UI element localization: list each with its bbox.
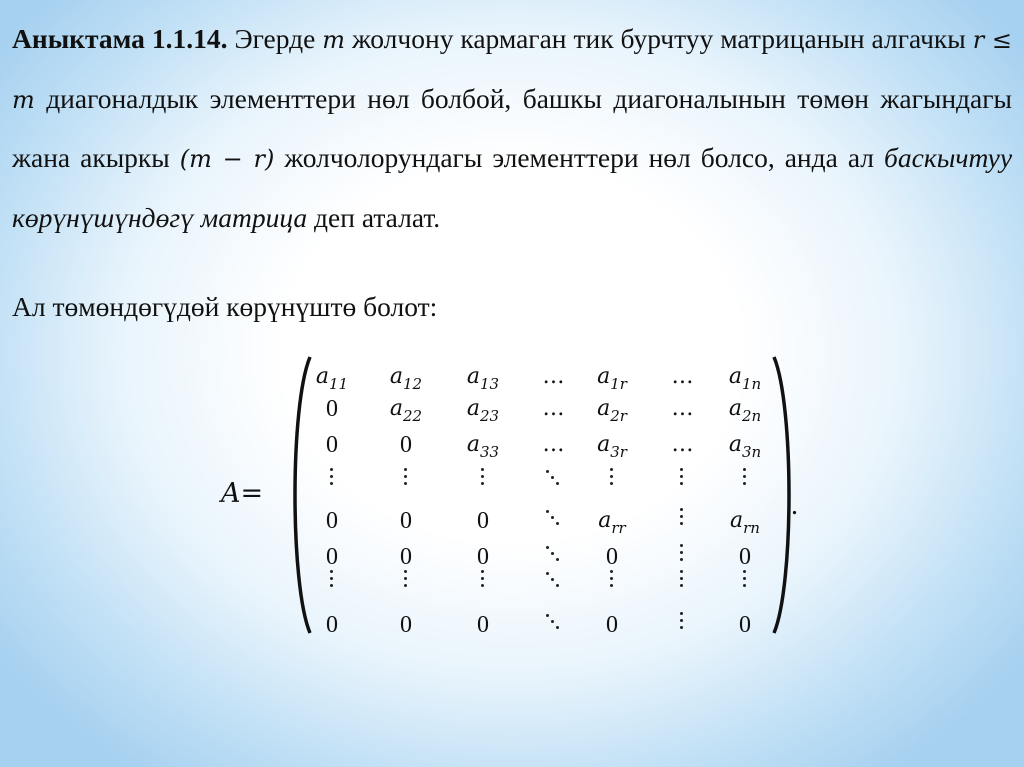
- definition-heading: Аныктама 1.1.14.: [12, 23, 228, 54]
- matrix-cell: …: [671, 364, 693, 389]
- matrix-cell: [609, 466, 615, 497]
- matrix-cell: [742, 568, 748, 599]
- vertical-ellipsis-icon: [609, 466, 615, 488]
- diagonal-ellipsis-icon: [545, 507, 561, 527]
- matrix-name: A: [221, 478, 241, 509]
- matrix-cell: [329, 466, 335, 497]
- math-m: m: [322, 26, 346, 54]
- diagonal-ellipsis-icon: [545, 611, 561, 631]
- matrix-cell: 0: [326, 612, 338, 638]
- matrix-cell: [403, 466, 409, 497]
- matrix-cell: [545, 466, 561, 496]
- vertical-ellipsis-icon: [679, 466, 685, 488]
- diagonal-ellipsis-icon: [545, 543, 561, 563]
- matrix-cell: 0: [400, 432, 412, 458]
- matrix-cell: [742, 466, 748, 497]
- matrix-cell: $a_{22}$: [389, 396, 423, 425]
- equals-sign: =: [240, 478, 264, 509]
- vertical-ellipsis-icon: [679, 610, 685, 632]
- matrix-cell: 0: [326, 508, 338, 534]
- matrix-cell: [545, 568, 561, 598]
- matrix-cell: 0: [739, 612, 751, 638]
- vertical-ellipsis-icon: [480, 568, 486, 590]
- equation-period: .: [791, 490, 798, 521]
- matrix-cell: $a_{rr}$: [598, 508, 626, 537]
- matrix-cell: [403, 568, 409, 599]
- vertical-ellipsis-icon: [329, 568, 335, 590]
- definition-text-4: жолчолорундагы элементтери нөл болсо, анда ал: [284, 142, 875, 173]
- matrix-cell: $a_{3n}$: [728, 432, 762, 461]
- matrix-cell: 0: [400, 612, 412, 638]
- matrix-cell: 0: [477, 612, 489, 638]
- matrix-cell: $a_{12}$: [389, 364, 423, 393]
- matrix-cell: [609, 568, 615, 599]
- vertical-ellipsis-icon: [403, 466, 409, 488]
- matrix-cell: 0: [606, 544, 618, 570]
- diagonal-ellipsis-icon: [545, 467, 561, 487]
- matrix-cell: $a_{33}$: [466, 432, 500, 461]
- matrix-cell: $a_{3r}$: [597, 432, 627, 461]
- matrix-cell: 0: [477, 508, 489, 534]
- math-inequality: r ≤ m: [12, 26, 1012, 114]
- matrix-cell: [679, 568, 685, 599]
- definition-text-3: диагоналдык элементтери нөл болбой, башкы диагоналынын төмөн жагындагы жана акыркы: [12, 82, 1012, 173]
- matrix-lhs: [221, 478, 263, 509]
- math-difference: (m − r): [179, 145, 275, 173]
- matrix-cell: $a_{13}$: [466, 364, 500, 393]
- matrix-cell: 0: [477, 544, 489, 570]
- vertical-ellipsis-icon: [679, 568, 685, 590]
- diagonal-ellipsis-icon: [545, 569, 561, 589]
- vertical-ellipsis-icon: [329, 466, 335, 488]
- definition-text-2: жолчону кармаган тик бурчтуу матрицанын алгачкы: [351, 23, 966, 54]
- definition-text-1: Эгерде: [234, 23, 316, 54]
- intro-text: Ал төмөндөгүдөй көрүнүштө болот:: [12, 291, 438, 322]
- matrix-cell: [545, 610, 561, 640]
- vertical-ellipsis-icon: [609, 568, 615, 590]
- matrix-cell: [480, 466, 486, 497]
- vertical-ellipsis-icon: [403, 568, 409, 590]
- matrix-cell: 0: [739, 544, 751, 570]
- vertical-ellipsis-icon: [742, 466, 748, 488]
- matrix-cell: $a_{2r}$: [597, 396, 627, 425]
- matrix-cell: 0: [326, 432, 338, 458]
- matrix-cell: $a_{23}$: [466, 396, 500, 425]
- matrix-cell: [545, 506, 561, 536]
- matrix-cell: [679, 466, 685, 497]
- matrix-cell: [329, 568, 335, 599]
- matrix-cell: 0: [400, 544, 412, 570]
- matrix-cell: $a_{1r}$: [597, 364, 627, 393]
- matrix-cell: 0: [400, 508, 412, 534]
- defined-term: баскычтуу көрүнүшүндөгү матрица: [12, 142, 1013, 233]
- matrix-cell: …: [671, 432, 693, 457]
- matrix-cell: 0: [326, 396, 338, 422]
- vertical-ellipsis-icon: [742, 568, 748, 590]
- matrix-cell: $a_{1n}$: [728, 364, 762, 393]
- definition-text-5: деп аталат.: [314, 201, 441, 233]
- vertical-ellipsis-icon: [679, 542, 685, 564]
- matrix-cell: $a_{2n}$: [728, 396, 762, 425]
- matrix-cell: $a_{11}$: [315, 364, 349, 393]
- matrix-cell: …: [542, 396, 564, 421]
- vertical-ellipsis-icon: [480, 466, 486, 488]
- matrix-cell: …: [542, 364, 564, 389]
- matrix-cell: 0: [606, 612, 618, 638]
- matrix-cell: [480, 568, 486, 599]
- matrix-cell: …: [542, 432, 564, 457]
- matrix-cell: [679, 610, 685, 641]
- matrix-cell: [679, 506, 685, 537]
- vertical-ellipsis-icon: [679, 506, 685, 528]
- left-parenthesis: [284, 355, 314, 635]
- matrix-cell: …: [671, 396, 693, 421]
- definition-paragraph: [12, 10, 1012, 247]
- matrix-cell: 0: [326, 544, 338, 570]
- matrix-cell: $a_{rn}$: [730, 508, 760, 537]
